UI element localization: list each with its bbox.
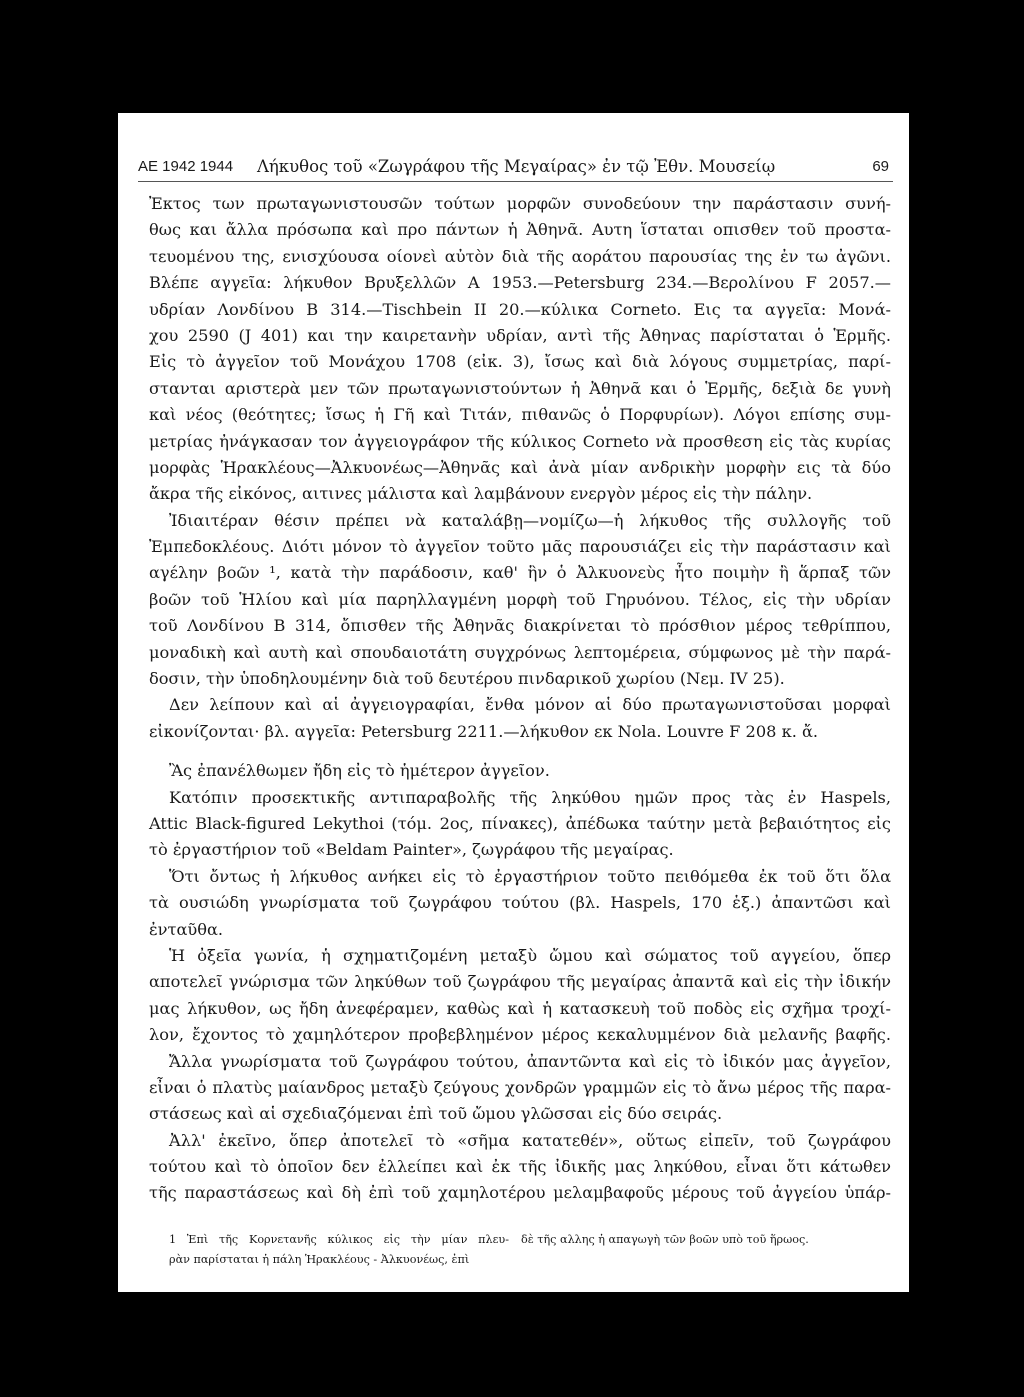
- journal-reference: ΑΕ 1942 1944: [138, 158, 234, 175]
- text-line: Ὅτι ὄντως ἡ λήκυθος ανήκει εἰς τὸ ἐργαστήριον τοῦτο πειθόμεθα ἐκ τοῦ ὅτι ὅλα: [169, 866, 891, 886]
- header-rule: [138, 181, 893, 182]
- text-line: Ἂς ἐπανέλθωμεν ἤδη εἰς τὸ ἡμέτερον ἀγγεῖον.: [169, 761, 550, 781]
- page-number: 69: [872, 158, 889, 175]
- text-line: εἶναι ὁ πλατὺς μαίανδρος μεταξὺ ζεύγους χονδρῶν γραμμῶν εἰς τὸ ἄνω μέρος τῆς παρα-: [149, 1077, 891, 1097]
- footnote-column-right: [521, 1230, 891, 1250]
- footnote-line: ρὰν παρίσταται ἡ πάλη Ἡρακλέους - Ἀλκυονέως, ἐπὶ: [169, 1253, 470, 1266]
- text-line: ἄκρα τῆς εἰκόνος, αιτινες μάλιστα καὶ λαμβάνουν ενεργὸν μέρος εἰς τὴν πάλην.: [149, 484, 813, 504]
- text-line: Δεν λείπουν καὶ αἱ ἀγγειογραφίαι, ἔνθα μόνον αἱ δύο πρωταγωνιστοῦσαι μορφαὶ: [169, 695, 891, 715]
- text-line: στάσεως καὶ αἱ σχεδιαζόμεναι ἐπὶ τοῦ ὤμου γλῶσσαι εἰς δύο σειράς.: [149, 1104, 723, 1124]
- text-line: Ἄλλα γνωρίσματα τοῦ ζωγράφου τούτου, ἀπαντῶντα καὶ εἰς τὸ ἰδικόν μας ἀγγεῖον,: [169, 1051, 891, 1071]
- article-title: Λήκυθος τοῦ «Ζωγράφου τῆς Μεγαίρας» ἐν τῷ Ἐθν. Μουσείῳ: [257, 157, 776, 176]
- text-line: τὰ ουσιώδη γνωρίσματα τοῦ ζωγράφου τούτου (βλ. Haspels, 170 ἑξ.) ἀπαντῶσι καὶ: [149, 893, 891, 913]
- text-line: βοῶν τοῦ Ἡλίου καὶ μία παρηλλαγμένη μορφὴ τοῦ Γηρυόνου. Τέλος, εἰς τὴν υδρίαν: [149, 589, 891, 609]
- text-line: μας λήκυθον, ως ἤδη ἀνεφέραμεν, καθὼς καὶ ἡ κατασκευὴ τοῦ ποδὸς εἰς σχῆμα τροχί-: [149, 998, 891, 1018]
- text-line: δοσιν, τὴν ὑποδηλουμένην διὰ τοῦ δευτέρου πινδαρικοῦ χωρίου (Νεμ. IV 25).: [149, 669, 785, 689]
- footnote-line: δὲ τῆς αλλης ἡ απαγωγὴ τῶν βοῶν υπὸ τοῦ ἥρωος.: [521, 1233, 809, 1246]
- footnote-line: 1 Ἐπὶ τῆς Κορνετανῆς κύλικος εἰς τὴν μίαν πλευ-: [169, 1233, 509, 1246]
- text-line: αγέλην βοῶν ¹, κατὰ τὴν παράδοσιν, καθ' ἣν ὁ Ἀλκυονεὺς ἦτο ποιμὴν ἢ ἅρπαξ τῶν: [149, 563, 891, 583]
- document-page: [118, 113, 909, 1292]
- text-line: στανται αριστερὰ μεν τῶν πρωταγωνιστούντων ἡ Ἀθηνᾶ και ὁ Ἑρμῆς, δεξιὰ δε γυνὴ: [149, 378, 891, 398]
- text-line: Ἡ ὀξεῖα γωνία, ἡ σχηματιζομένη μεταξὺ ὤμου καὶ σώματος τοῦ αγγείου, ὅπερ: [169, 945, 891, 965]
- text-line: Ἀλλ' ἐκεῖνο, ὅπερ ἀποτελεῖ τὸ «σῆμα κατατεθέν», οὕτως εἰπεῖν, τοῦ ζωγράφου: [169, 1130, 891, 1150]
- text-line: μοναδικὴ καὶ αυτὴ καὶ σπουδαιοτάτη συγχρόνως λεπτομέρεια, σύμφωνος μὲ τὴν παρά-: [149, 642, 891, 662]
- text-line: λον, ἔχοντος τὸ χαμηλότερον προβεβλημένον μέρος κεκαλυμμένον διὰ μελανῆς βαφῆς.: [149, 1025, 891, 1045]
- footnote-column-left: [169, 1230, 509, 1270]
- text-line: εἰκονίζονται· βλ. αγγεῖα: Petersburg 2211.—λήκυθον εκ Nola. Louvre F 208 κ. ἄ.: [149, 721, 819, 741]
- text-line: Ἐμπεδοκλέους. Διότι μόνον τὸ ἀγγεῖον τοῦτο μᾶς παρουσιάζει εἰς τὴν παράστασιν καὶ: [149, 537, 891, 557]
- text-line: Ἰδιαιτέραν θέσιν πρέπει νὰ καταλάβῃ—νομίζω—ἡ λήκυθος τῆς συλλογῆς τοῦ: [169, 510, 891, 530]
- text-line: τούτου καὶ τὸ ὁποῖον δεν ἐλλείπει καὶ ἐκ τῆς ἰδικῆς μας ληκύθου, εἶναι ὅτι κάτωθεν: [149, 1157, 891, 1177]
- text-line: μετρίας ἠνάγκασαν τον ἀγγειογράφον τῆς κύλικος Corneto νὰ προσθεση εἰς τὰς κυρίας: [149, 431, 891, 451]
- text-line: μορφὰς Ἡρακλέους—Ἀλκυονέως—Ἀθηνᾶς καὶ ἀνὰ μίαν ανδρικὴν μορφὴν εις τὰ δύο: [149, 457, 891, 477]
- text-line: τοῦ Λονδίνου Β 314, ὄπισθεν τῆς Ἀθηνᾶς διακρίνεται τὸ πρόσθιον μέρος τεθρίππου,: [149, 616, 891, 636]
- running-header: [138, 155, 893, 179]
- text-line: Εἰς τὸ ἀγγεῖον τοῦ Μονάχου 1708 (εἰκ. 3), ἴσως καὶ διὰ λόγους συμμετρίας, παρί-: [149, 352, 891, 372]
- text-line: καὶ νέος (θεότητες; ἴσως ἡ Γῆ καὶ Τιτάν, πιθανῶς ὁ Πορφυρίων). Λόγοι επίσης συμ-: [149, 405, 891, 425]
- text-line: Ἐκτος των πρωταγωνιστουσῶν τούτων μορφῶν συνοδεύουν την παράστασιν συνή-: [149, 194, 891, 213]
- text-line: τευομένου της, ενισχύουσα οίονεὶ αὐτὸν διὰ τῆς αοράτου παρουσίας της ἐν τω ἀγῶνι.: [149, 246, 891, 266]
- text-line: Attic Black-figured Lekythoi (τόμ. 2ος, πίνακες), ἀπέδωκα ταύτην μετὰ βεβαιότητος εἰς: [149, 813, 891, 833]
- text-line: αποτελεῖ γνώρισμα τῶν ληκύθων τοῦ ζωγράφου τῆς μεγαίρας ἀπαντᾶ καὶ εἰς τὴν ἰδικήν: [149, 972, 891, 992]
- text-line: Κατόπιν προσεκτικῆς αντιπαραβολῆς τῆς ληκύθου ημῶν προς τὰς ἐν Haspels,: [169, 787, 891, 807]
- text-line: υδρίαν Λονδίνου Β 314.—Tischbein II 20.—κύλικα Corneto. Εις τα αγγεῖα: Μονά-: [149, 299, 891, 319]
- text-line: Βλέπε αγγεῖα: λήκυθον Βρυξελλῶν Α 1953.—Petersburg 234.—Βερολίνου F 2057.—: [149, 273, 891, 293]
- text-line: τὸ ἐργαστήριον τοῦ «Beldam Painter», ζωγράφου τῆς μεγαίρας.: [149, 840, 674, 860]
- text-line: τῆς παραστάσεως καὶ δὴ ἐπὶ τοῦ χαμηλοτέρου μελαμβαφοῦς μέρους τοῦ ἀγγείου ὑπάρ-: [149, 1183, 891, 1203]
- text-line: χου 2590 (J 401) και την καιρετανὴν υδρίαν, αντὶ τῆς Ἀθηνας παρίσταται ὁ Ἑρμῆς.: [149, 325, 891, 345]
- text-line: ἐνταῦθα.: [149, 919, 224, 939]
- body-text: [149, 191, 891, 1207]
- text-line: θως και ἄλλα πρόσωπα καὶ προ πάντων ἡ Ἀθηνᾶ. Αυτη ἵσταται οπισθεν τοῦ προστα-: [149, 220, 891, 240]
